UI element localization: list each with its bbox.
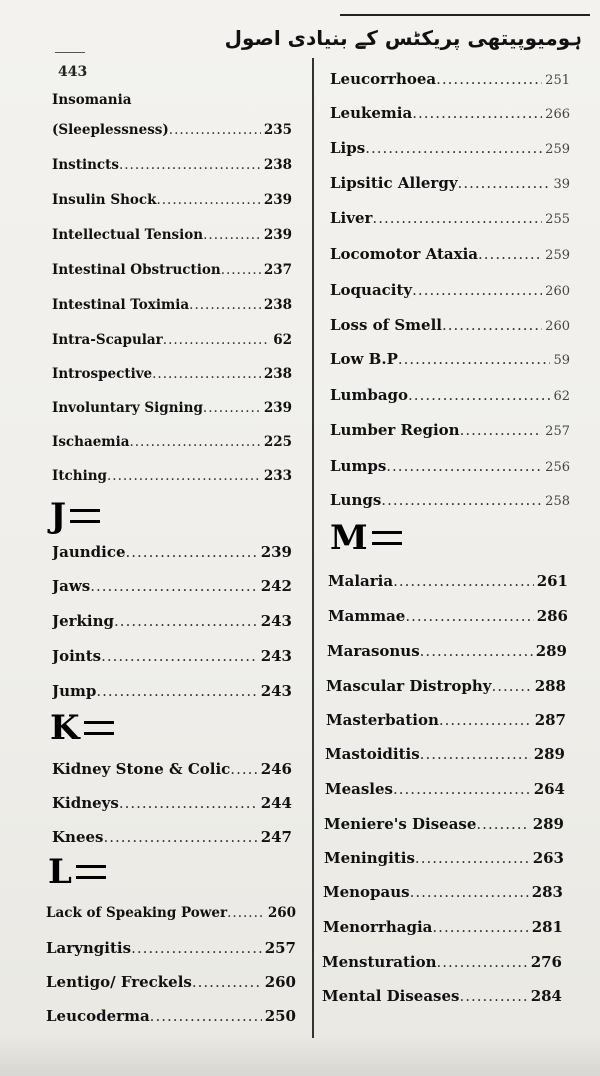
index-entry: Mascular Distrophy ..... 288 [326,677,566,695]
index-entry: Insulin Shock ..... 239 [52,192,292,208]
index-entry: Meningitis ..... 263 [324,849,564,867]
index-entry: Knees ..... 247 [52,828,292,846]
index-entry: Insomania [52,92,132,108]
index-entry: Itching ..... 233 [52,468,292,484]
index-entry: Lumps ..... 256 [330,457,570,475]
index-entry: Loss of Smell ..... 260 [330,316,570,334]
index-entry: Joints ..... 243 [52,647,292,665]
index-entry: Involuntary Signing ..... 239 [52,400,292,416]
index-entry: Lumber Region ..... 257 [330,421,570,439]
index-entry: Jump ..... 243 [52,682,292,700]
index-entry: Lack of Speaking Power ..... 260 [46,905,296,921]
index-entry: Jerking ..... 243 [52,612,292,630]
running-header: ہومیوپیتھی پریکٹس کے بنیادی اصول [224,26,582,50]
index-entry: Marasonus ..... 289 [327,642,567,660]
index-entry: Meniere's Disease ..... 289 [324,815,564,833]
index-entry: Mammae ..... 286 [328,607,568,625]
index-entry: Masterbation ..... 287 [326,711,566,729]
index-entry: Kidney Stone & Colic ..... 246 [52,760,292,778]
index-entry: Intestinal Toximia ..... 238 [52,297,292,313]
section-letter-k: K [50,708,114,748]
index-entry: Lips ..... 259 [330,139,570,157]
section-bar [70,509,100,523]
index-entry: Menorrhagia ..... 281 [323,918,563,936]
index-entry: Laryngitis ..... 257 [46,939,296,957]
index-entry: Mastoiditis ..... 289 [325,745,565,763]
index-entry: Instincts ..... 238 [52,157,292,173]
index-entry: Leucoderma ..... 250 [46,1007,296,1025]
index-entry: Lentigo/ Freckels ..... 260 [46,973,296,991]
index-entry: Low B.P ..... 59 [330,350,570,368]
section-bar [76,865,106,879]
index-entry: Intra-Scapular ..... 62 [52,332,292,348]
index-entry: Ischaemia ..... 225 [52,434,292,450]
index-entry: Mensturation ..... 276 [322,953,562,971]
index-entry: Jaundice ..... 239 [52,543,292,561]
index-entry: (Sleeplessness) ..... 235 [52,122,292,138]
column-divider [312,58,314,1038]
section-letter-j: J [50,496,100,536]
index-entry: Mental Diseases ..... 284 [322,987,562,1005]
page-number: 443 [58,64,88,80]
index-entry: Leucorrhoea ..... 251 [330,70,570,88]
index-entry: Introspective ..... 238 [52,366,292,382]
section-bar [84,721,114,735]
index-entry: Malaria ..... 261 [328,572,568,590]
section-bar [372,531,402,545]
index-entry: Liver ..... 255 [330,209,570,227]
index-entry: Locomotor Ataxia ..... 259 [330,245,570,263]
index-entry: Kidneys ..... 244 [52,794,292,812]
index-entry: Loquacity ..... 260 [330,281,570,299]
section-letter-l: L [48,852,106,892]
page-bottom-shadow [0,1036,600,1076]
index-entry: Measles ..... 264 [325,780,565,798]
index-entry: Intestinal Obstruction ..... 237 [52,262,292,278]
index-entry: Lipsitic Allergy ..... 39 [330,174,570,192]
index-entry: Intellectual Tension ..... 239 [52,227,292,243]
index-entry: Lungs ..... 258 [330,491,570,509]
left-header-rule [55,52,85,53]
index-entry: Jaws ..... 242 [52,577,292,595]
index-entry: Menopaus ..... 283 [323,883,563,901]
index-entry: Lumbago ..... 62 [330,386,570,404]
section-letter-m: M [330,518,402,558]
header-rule [340,14,590,16]
index-entry: Leukemia ..... 266 [330,104,570,122]
